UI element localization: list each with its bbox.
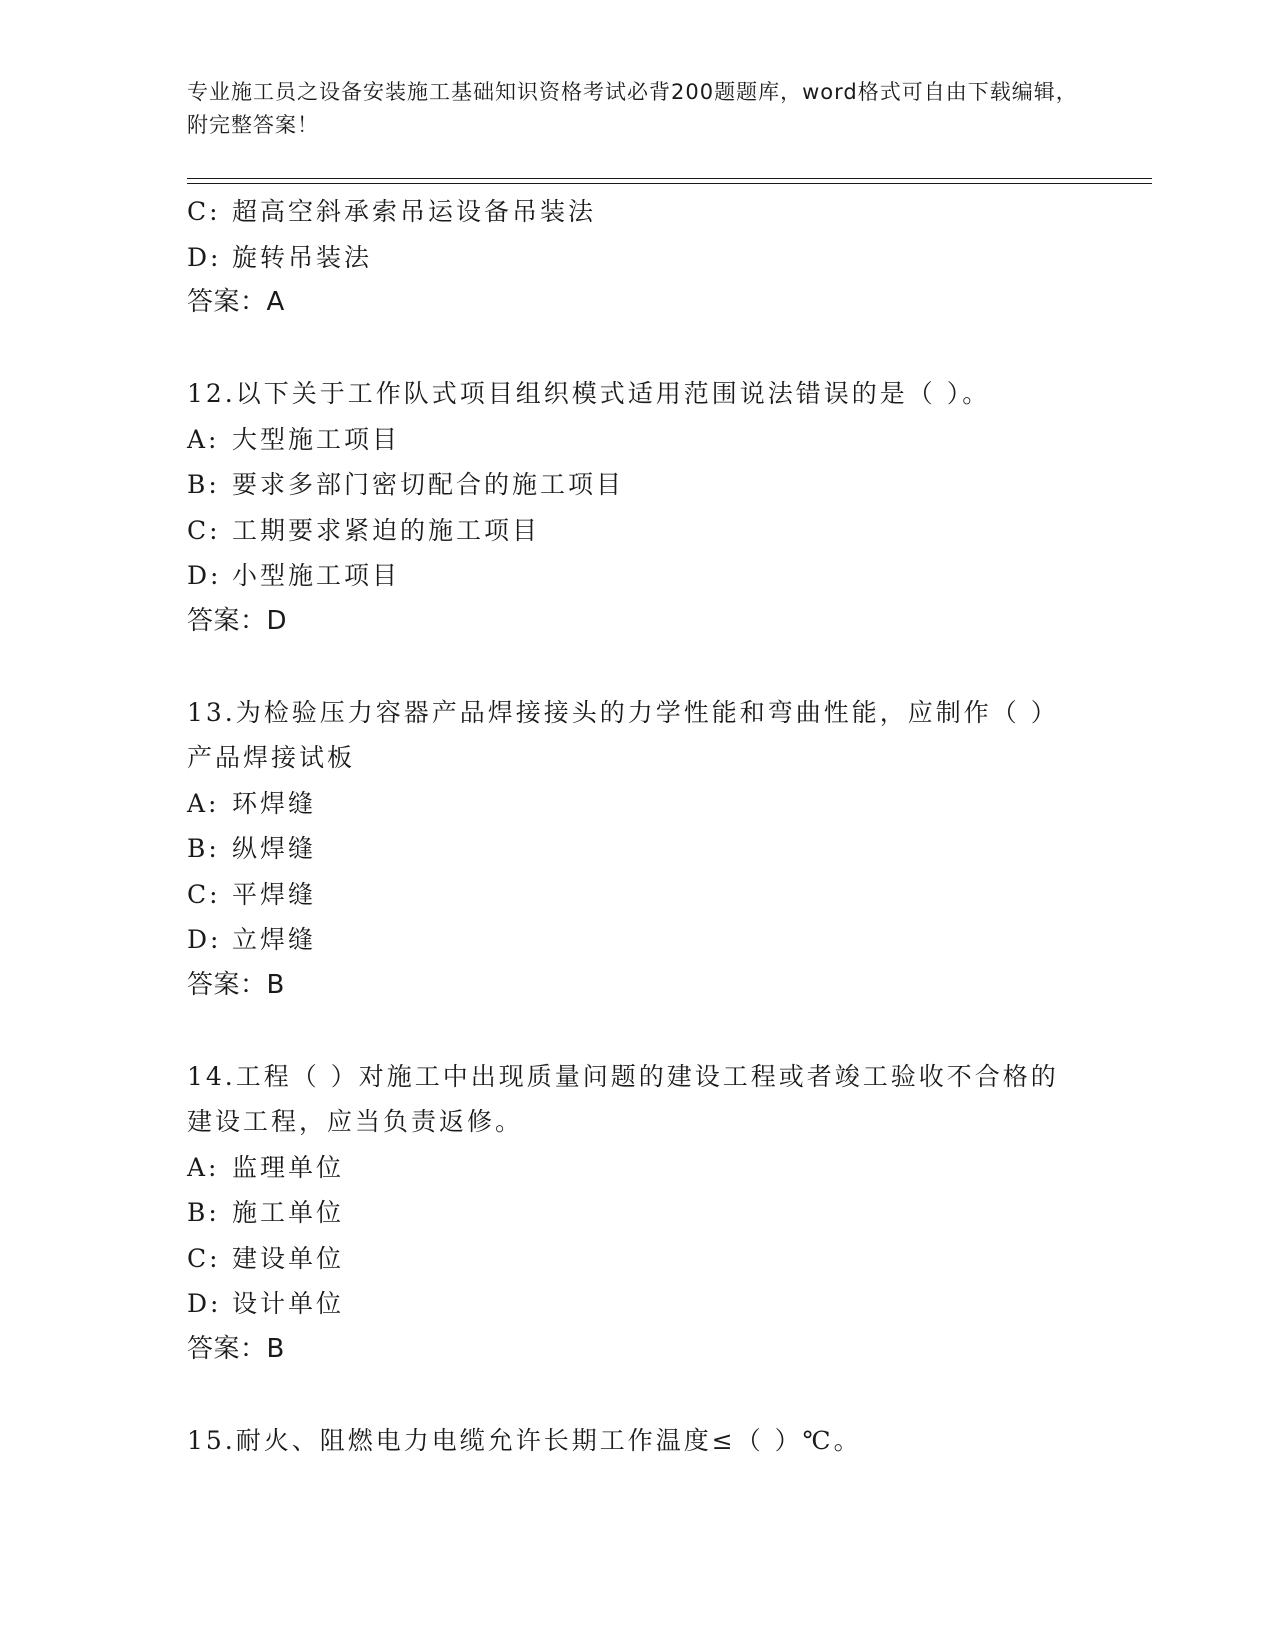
document-header: 专业施工员之设备安装施工基础知识资格考试必背200题题库，word格式可自由下载编辑，附完整答案！	[187, 80, 1078, 137]
answer-line: 答案：B	[187, 969, 285, 1000]
option-text: 超高空斜承索吊运设备吊装法	[232, 197, 597, 226]
option-label: D:	[187, 242, 222, 272]
option-label: C:	[187, 515, 221, 545]
option-row	[187, 1190, 1067, 1236]
option-label: D:	[187, 561, 222, 590]
option-row	[187, 508, 1067, 554]
option-text: 设计单位	[232, 1289, 345, 1318]
option-text: 监理单位	[232, 1152, 345, 1182]
answer-line: 答案：A	[187, 287, 285, 317]
option-text: 旋转吊装法	[232, 242, 373, 272]
question-stem: 12.以下关于工作队式项目组织模式适用范围说法错误的是（ ）。	[187, 379, 991, 408]
option-row	[187, 872, 1067, 918]
option-row	[187, 462, 1067, 508]
option-label: C:	[187, 879, 221, 909]
option-row	[187, 189, 1067, 235]
question-list	[187, 189, 1067, 1463]
option-row	[187, 417, 1067, 463]
question-stem: 13.为检验压力容器产品焊接接头的力学性能和弯曲性能，应制作（ ）产品焊接试板	[187, 697, 1059, 772]
option-label: B:	[187, 470, 220, 499]
option-row	[187, 781, 1067, 827]
option-text: 工期要求紧迫的施工项目	[232, 515, 541, 545]
option-label: B:	[187, 1198, 220, 1227]
option-row	[187, 553, 1067, 599]
option-text: 纵焊缝	[232, 834, 317, 863]
option-row	[187, 1236, 1067, 1282]
header-rule-top	[187, 178, 1152, 179]
option-text: 要求多部门密切配合的施工项目	[232, 470, 625, 499]
header-rule-bottom	[187, 183, 1152, 184]
option-text: 环焊缝	[232, 788, 317, 818]
option-row	[187, 235, 1067, 281]
question-stem: 15.耐火、阻燃电力电缆允许长期工作温度≤（ ）℃。	[187, 1425, 862, 1455]
answer-line: 答案：B	[187, 1333, 285, 1364]
option-row	[187, 1281, 1067, 1327]
option-text: 建设单位	[232, 1243, 345, 1273]
option-label: D:	[187, 1289, 222, 1318]
option-label: D:	[187, 925, 222, 954]
question-stem: 14.工程（ ）对施工中出现质量问题的建设工程或者竣工验收不合格的建设工程，应当负责返修。	[187, 1061, 1059, 1136]
option-text: 平焊缝	[232, 879, 317, 909]
option-row	[187, 917, 1067, 963]
option-text: 施工单位	[232, 1198, 345, 1227]
option-label: B:	[187, 834, 220, 863]
option-text: 立焊缝	[232, 925, 317, 954]
answer-line: 答案：D	[187, 605, 288, 636]
option-row	[187, 1145, 1067, 1191]
option-label: C:	[187, 1243, 221, 1273]
option-label: A:	[187, 1152, 220, 1182]
option-row	[187, 826, 1067, 872]
option-text: 大型施工项目	[232, 424, 401, 454]
option-text: 小型施工项目	[232, 561, 401, 590]
option-label: A:	[187, 788, 220, 818]
option-label: A:	[187, 424, 220, 454]
option-label: C:	[187, 197, 221, 226]
